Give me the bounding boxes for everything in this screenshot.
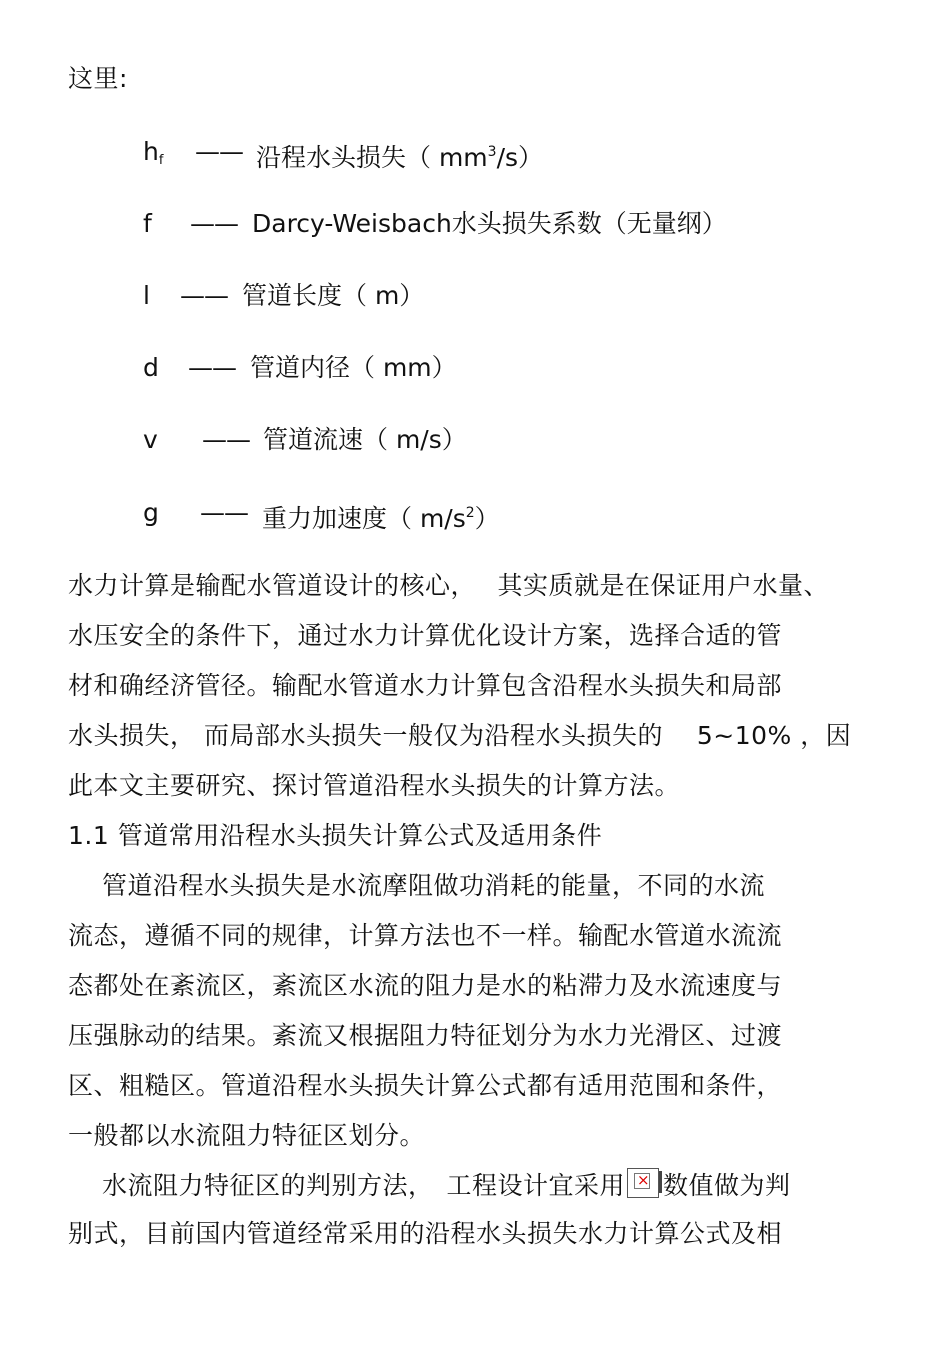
- dash: ——: [200, 498, 248, 527]
- definition-desc: 沿程水头损失（ mm: [256, 143, 488, 172]
- symbol: g: [143, 498, 159, 527]
- paragraph-line: 水力计算是输配水管道设计的核心， 其实质就是在保证用户水量、: [68, 571, 829, 600]
- paragraph-text: 水流阻力特征区的判别方法， 工程设计宜采用: [68, 1171, 625, 1200]
- broken-image-icon: [627, 1168, 659, 1198]
- paragraph-line: 态都处在紊流区，紊流区水流的阻力是水的粘滞力及水流速度与: [68, 971, 783, 1000]
- definition-desc: 重力加速度（ m/s: [262, 504, 466, 533]
- definition-hf: [0, 136, 950, 170]
- superscript: 2: [465, 505, 475, 521]
- definition-desc: 管道长度（ m）: [242, 281, 425, 310]
- dash: ——: [202, 425, 250, 454]
- definition-v: [0, 424, 950, 458]
- definition-l: [0, 280, 950, 314]
- section-heading: 1.1 管道常用沿程水头损失计算公式及适用条件: [68, 821, 603, 850]
- paragraph-line: 别式，目前国内管道经常采用的沿程水头损失水力计算公式及相: [68, 1219, 783, 1248]
- paragraph-line: 材和确经济管径。输配水管道水力计算包含沿程水头损失和局部: [68, 671, 783, 700]
- dash: ——: [180, 281, 228, 310]
- symbol-subscript: f: [158, 153, 164, 168]
- paragraph-line: 管道沿程水头损失是水流摩阻做功消耗的能量，不同的水流: [68, 871, 765, 900]
- paragraph-line: 此本文主要研究、探讨管道沿程水头损失的计算方法。: [68, 771, 681, 800]
- paragraph-text: 数值做为判: [662, 1171, 791, 1200]
- dash: ——: [190, 209, 238, 238]
- superscript: 3: [487, 144, 497, 160]
- symbol: f: [143, 209, 152, 238]
- definition-d: [0, 352, 950, 386]
- symbol: h: [143, 137, 159, 166]
- paragraph-line: 水头损失， 而局部水头损失一般仅为沿程水头损失的 5~10% ，因: [68, 721, 852, 750]
- symbol: l: [143, 281, 150, 310]
- definition-g: [0, 497, 950, 531]
- dash: ——: [188, 353, 236, 382]
- paragraph-line: 一般都以水流阻力特征区划分。: [68, 1121, 426, 1150]
- symbol: v: [143, 425, 158, 454]
- paragraph-line: 水压安全的条件下，通过水力计算优化设计方案，选择合适的管: [68, 621, 783, 650]
- definition-f: [0, 208, 950, 242]
- intro-text: 这里:: [68, 64, 128, 93]
- paragraph-line: 压强脉动的结果。紊流又根据阻力特征划分为水力光滑区、过渡: [68, 1021, 783, 1050]
- definition-desc-end: /s）: [496, 143, 544, 172]
- symbol: d: [143, 353, 159, 382]
- definition-desc-end: ）: [474, 504, 500, 533]
- definition-desc: 管道内径（ mm）: [250, 353, 457, 382]
- definition-desc: Darcy-Weisbach水头损失系数（无量纲）: [252, 209, 727, 238]
- paragraph-line: 流态，遵循不同的规律，计算方法也不一样。输配水管道水流流: [68, 921, 783, 950]
- dash: ——: [195, 137, 243, 166]
- paragraph-line: 区、粗糙区。管道沿程水头损失计算公式都有适用范围和条件，: [68, 1071, 783, 1100]
- paragraph-line: [68, 1168, 790, 1202]
- definition-desc: 管道流速（ m/s）: [263, 425, 467, 454]
